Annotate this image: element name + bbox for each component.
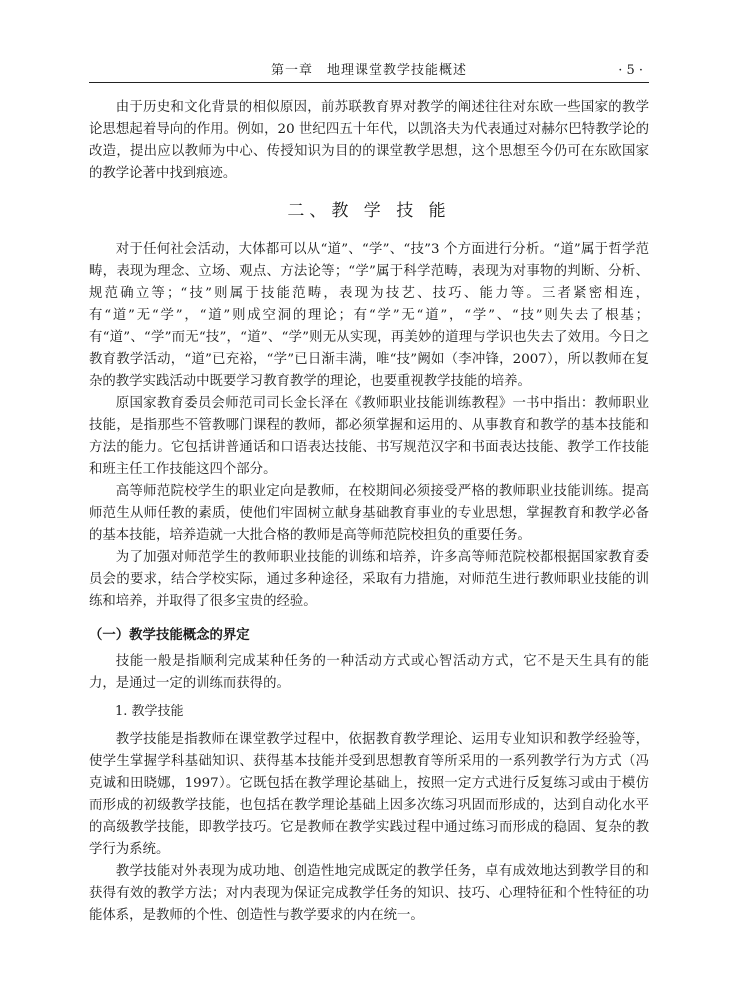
subsection-heading: （一）教学技能概念的界定 [89,628,250,643]
page-number: · 5 · [618,63,643,78]
minor-heading: 1. 教学技能 [115,704,184,719]
paragraph-skill-expression: 教学技能对外表现为成功地、创造性地完成既定的教学任务，卓有成效地达到教学目的和获得有效的教学方法；对内表现为保证完成教学任务的知识、技巧、心理特征和个性特征的功能体系，是教师的个性、创造性与教学要求的内在统一。 [89,864,649,923]
paragraph-dao-xue-ji: 对于任何社会活动，大体都可以从“道”、“学”、“技”3 个方面进行分析。“道”属于哲学范畴，表现为理念、立场、观点、方法论等；“学”属于科学范畴，表现为对事物的判断、分析、规范确立等；“技”则属于技能范畴，表现为技艺、技巧、能力等。三者紧密相连，有“道”无“学”，“道”则成空洞的理论；有“学”无“道”，“学”、“技”则失去了根基；有“道”、“学”而无“技”，“道”、“学”则无从实现，再美妙的道理与学识也失去了效用。今日之教育教学活动，“道”已充裕，“学”已日渐丰满，唯“技”阙如（李冲锋，2007），所以教师在复杂的教学实践活动中既要学习教育教学的理论，也要重视教学技能的培养。 [89,242,649,389]
section-title: 二、教 学 技 能 [287,201,451,221]
chapter-title: 第一章 地理课堂教学技能概述 [270,63,467,78]
running-header [89,60,649,83]
paragraph-training: 为了加强对师范学生的教师职业技能的训练和培养，许多高等师范院校都根据国家教育委员会的要求，结合学校实际，通过多种途径，采取有力措施，对师范生进行教师职业技能的训练和培养，并取得了很多宝贵的经验。 [89,550,649,609]
paragraph-teaching-skill: 教学技能是指教师在课堂教学过程中，依据教育教学理论、运用专业知识和教学经验等，使学生掌握学科基础知识、获得基本技能并受到思想教育等所采用的一系列教学行为方式（冯克诚和田晓娜，1997）。它既包括在教学理论基础上，按照一定方式进行反复练习或由于模仿而形成的初级教学技能，也包括在教学理论基础上因多次练习巩固而形成的，达到自动化水平的高级教学技能，即教学技巧。它是教师在教学实践过程中通过练习而形成的稳固、复杂的教学行为系统。 [89,732,649,857]
paragraph-skill-general: 技能一般是指顺利完成某种任务的一种活动方式或心智活动方式，它不是天生具有的能力，是通过一定的训练而获得的。 [89,654,649,691]
paragraph-teacher-skills-definition: 原国家教育委员会师范司司长金长泽在《教师职业技能训练教程》一书中指出：教师职业技能，是指那些不管教哪门课程的教师，都必须掌握和运用的、从事教育和教学的基本技能和方法的能力。它包括讲普通话和口语表达技能、书写规范汉字和书面表达技能、教学工作技能和班主任工作技能这四个部分。 [89,396,649,477]
paragraph-normal-university: 高等师范院校学生的职业定向是教师，在校期间必须接受严格的教师职业技能训练。提高师范生从师任教的素质，使他们牢固树立献身基础教育事业的专业思想，掌握教育和教学必备的基本技能，培养造就一大批合格的教师是高等师范院校担负的重要任务。 [89,484,649,543]
page-content [89,97,649,927]
paragraph-intro: 由于历史和文化背景的相似原因，前苏联教育界对教学的阐述往往对东欧一些国家的教学论思想起着导向的作用。例如，20 世纪四五十年代，以凯洛夫为代表通过对赫尔巴特教学论的改造，提出应以教师为中心、传授知识为目的的课堂教学思想，这个思想至今仍可在东欧国家的教学论著中找到痕迹。 [89,100,649,181]
